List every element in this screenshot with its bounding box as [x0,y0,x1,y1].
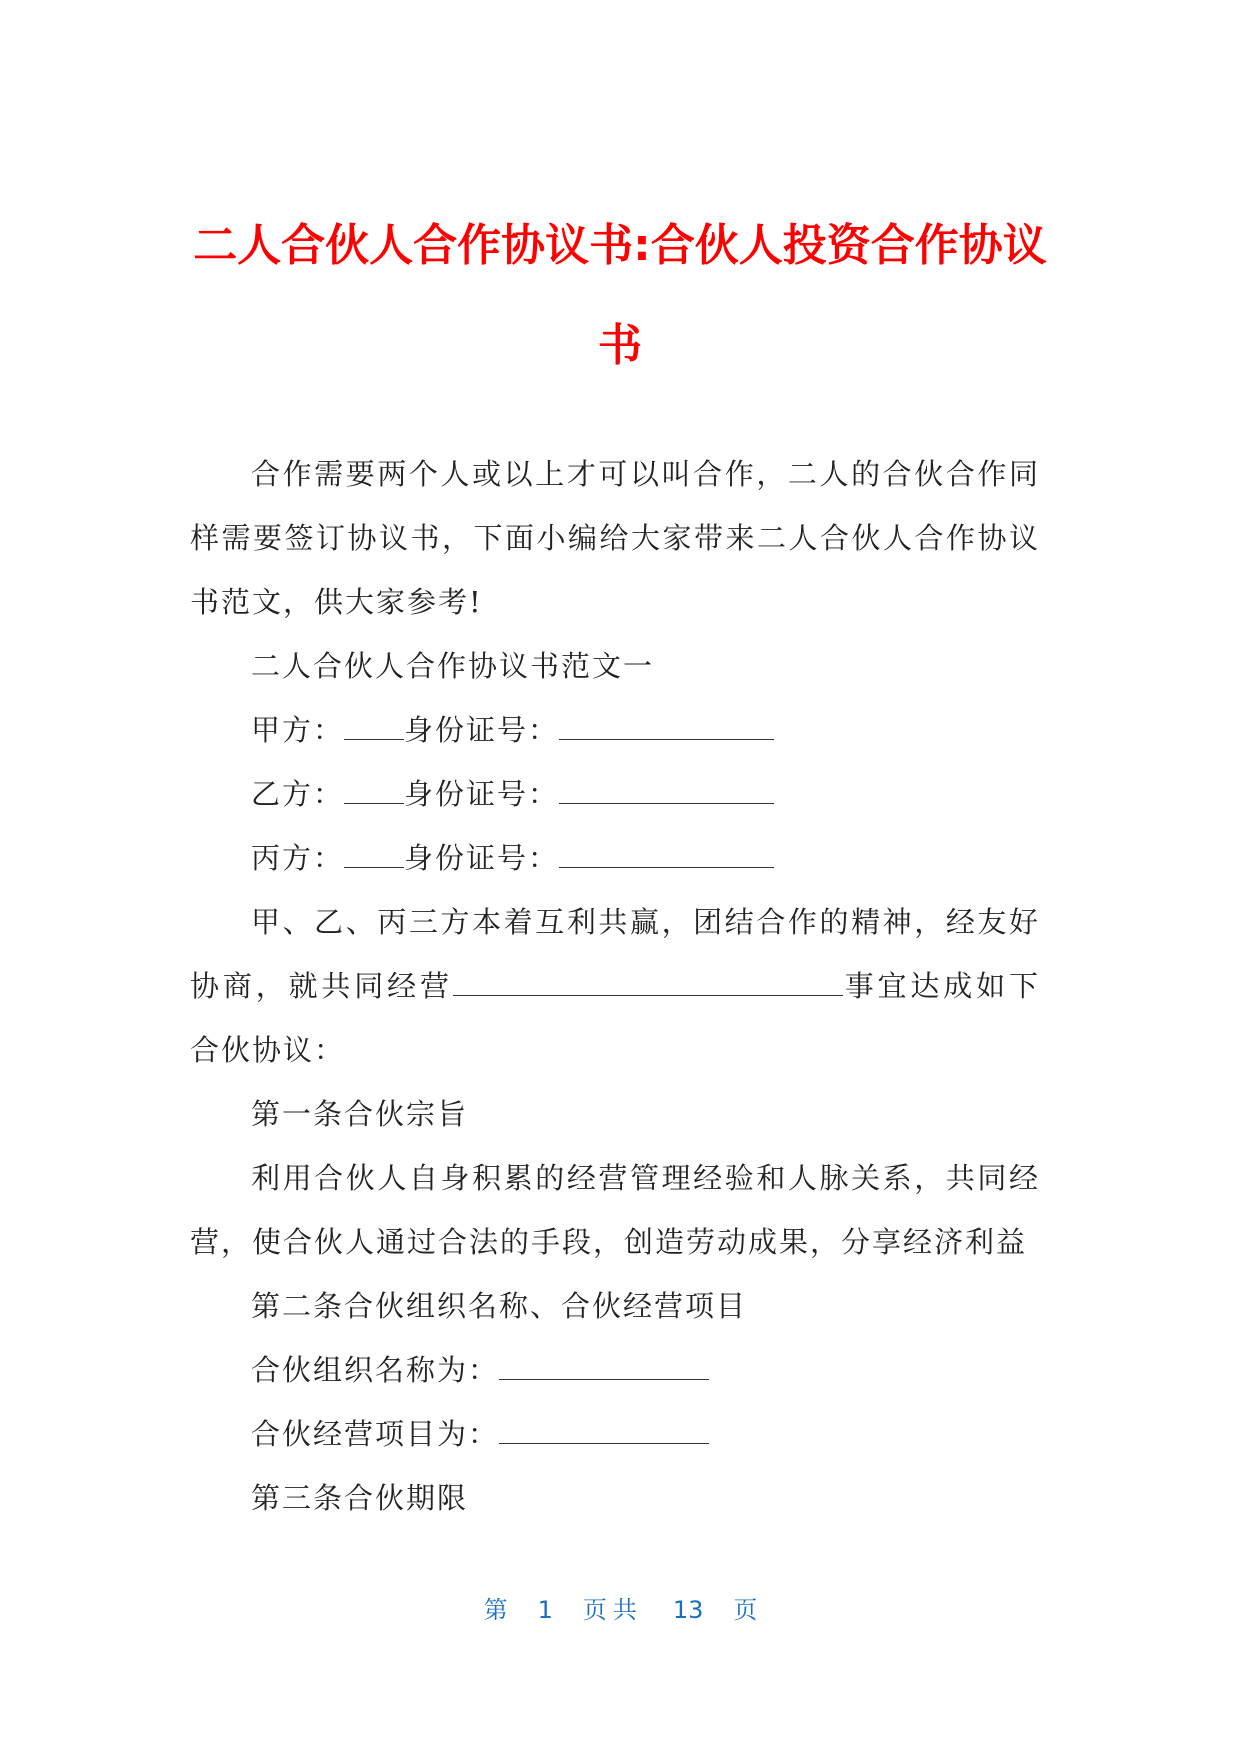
project-blank [499,1417,709,1444]
business-blank [453,969,843,996]
party-b-id-label: 身份证号： [404,777,560,811]
party-c-line [190,826,1040,890]
page-footer [0,1590,1241,1625]
party-c-label: 丙方： [251,841,345,875]
article-3-heading: 第三条合伙期限 [251,1481,469,1515]
party-c-name-blank [344,841,404,868]
article-1-text: 利用合伙人自身积累的经营管理经验和人脉关系，共同经营，使合伙人通过合法的手段，创造劳动成果，分享经济利益 [190,1161,1040,1259]
project-line [190,1402,1040,1466]
agreement-text-after: 事宜达成如下合伙协议： [190,969,1040,1067]
party-b-id-blank [559,777,774,804]
footer-page-total: 13 [672,1596,704,1624]
article-2-heading: 第二条合伙组织名称、合伙经营项目 [251,1289,748,1323]
footer-page-prefix: 第 [483,1596,508,1624]
org-name-line [190,1338,1040,1402]
party-a-name-blank [344,713,404,740]
footer-page-middle: 页共 [582,1596,643,1624]
org-name-blank [499,1353,709,1380]
party-b-name-blank [344,777,404,804]
document-title: 二人合伙人合作协议书:合伙人投资合作协议书 [193,220,1047,371]
party-b-label: 乙方： [251,777,345,811]
party-a-id-label: 身份证号： [404,713,560,747]
party-a-line [190,698,1040,762]
agreement-paragraph [190,890,1040,1082]
agreement-text-before: 甲、乙、丙三方本着互利共赢，团结合作的精神，经友好协商，就共同经营 [190,905,1040,1003]
party-a-id-blank [559,713,774,740]
document-body [190,442,1040,1530]
intro-paragraph: 合作需要两个人或以上才可以叫合作，二人的合伙合作同样需要签订协议书，下面小编给大家带来二人合伙人合作协议书范文，供大家参考! [190,457,1040,619]
footer-page-suffix: 页 [733,1596,758,1624]
footer-page-current: 1 [537,1596,553,1624]
party-c-id-blank [559,841,774,868]
section-heading: 二人合伙人合作协议书范文一 [251,649,655,683]
party-b-line [190,762,1040,826]
org-name-label: 合伙组织名称为： [251,1353,500,1387]
party-a-label: 甲方： [251,713,345,747]
project-label: 合伙经营项目为： [251,1417,500,1451]
party-c-id-label: 身份证号： [404,841,560,875]
article-1-heading: 第一条合伙宗旨 [251,1097,469,1131]
